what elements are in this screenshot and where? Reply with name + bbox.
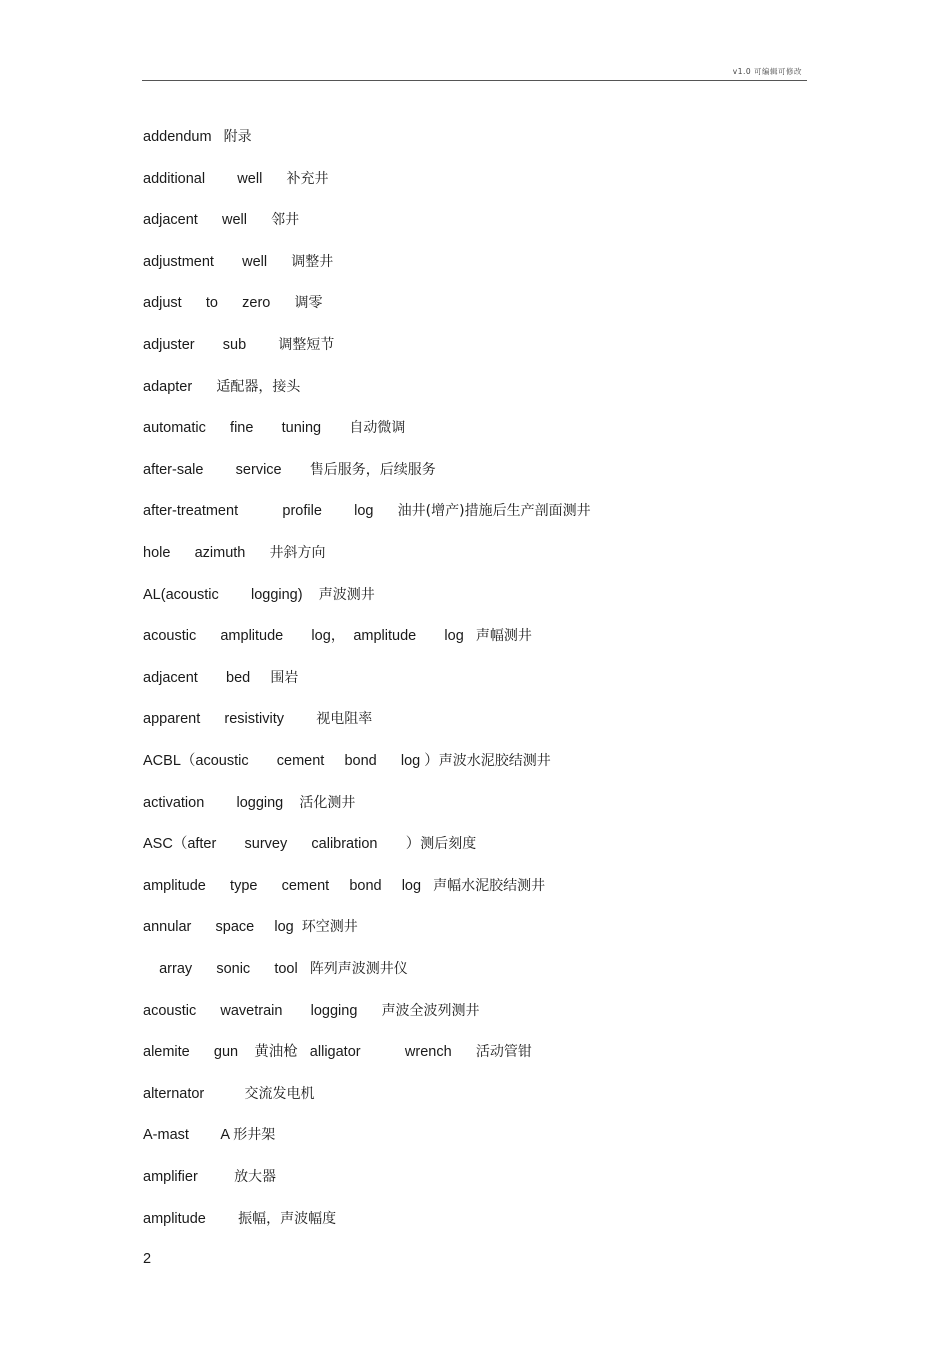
glossary-entry	[143, 253, 333, 271]
term-chinese: 活动管钳	[475, 1044, 532, 1061]
term-english: alternator	[143, 1085, 245, 1102]
glossary-entry	[143, 544, 326, 562]
term-chinese: 活化测井	[299, 794, 356, 811]
glossary-entry	[143, 128, 252, 146]
glossary-entry	[143, 918, 358, 936]
term-english: adjuster sub	[143, 337, 279, 353]
term-english: additional well	[143, 170, 287, 187]
term-chinese: 放大器	[234, 1169, 277, 1185]
glossary-entry	[143, 461, 436, 479]
glossary-entry	[143, 419, 405, 437]
term-chinese: 调整短节	[278, 337, 335, 353]
term-english: amplitude type cement bond log	[143, 877, 434, 894]
term-english: hole azimuth	[143, 545, 270, 561]
term-english: ACBL（acoustic cement bond log ）	[143, 753, 439, 769]
glossary-entry	[143, 502, 591, 520]
term-chinese: 交流发电机	[244, 1085, 315, 1102]
glossary-entry	[143, 1126, 275, 1144]
term-english: AL(acoustic logging)	[143, 586, 319, 603]
page-number: 2	[143, 1251, 152, 1267]
term-chinese: 振幅，声波幅度	[238, 1210, 337, 1227]
glossary-entry	[143, 794, 355, 812]
glossary-entries	[143, 0, 807, 1250]
term-chinese: 形井架	[233, 1127, 276, 1144]
term-english: ASC（after survey calibration ）	[143, 836, 421, 853]
term-chinese: 视电阻率	[316, 711, 373, 728]
term-chinese: 声幅水泥胶结测井	[433, 877, 546, 894]
glossary-entry	[143, 1168, 276, 1186]
term-english: adjust to zero	[143, 295, 295, 312]
glossary-entry	[143, 170, 328, 188]
term-english: acoustic wavetrain logging	[143, 1002, 382, 1019]
term-english: amplitude	[143, 1210, 239, 1227]
term-chinese: 测后刻度	[420, 836, 477, 853]
term-chinese: 声幅测井	[475, 628, 532, 645]
term-english: acoustic amplitude log， amplitude log	[143, 628, 476, 645]
term-english: automatic fine tuning	[143, 420, 350, 437]
glossary-entry	[143, 877, 545, 895]
term-chinese: 调零	[294, 295, 323, 312]
term-chinese: 适配器，接头	[216, 378, 301, 395]
term-chinese: 环空测井	[301, 919, 358, 936]
glossary-entry	[143, 1002, 480, 1020]
glossary-entry	[143, 586, 375, 604]
glossary-entry	[143, 211, 299, 229]
term-english: adapter	[143, 378, 217, 395]
term-chinese: 阵列声波测井仪	[309, 961, 408, 977]
term-english: adjacent bed	[143, 669, 271, 686]
term-english: annular space log	[143, 919, 302, 936]
term-english: A-mast A	[143, 1127, 234, 1144]
glossary-entry	[143, 1210, 336, 1228]
glossary-entry	[143, 710, 372, 728]
term-chinese: 售后服务，后续服务	[309, 461, 436, 478]
term-chinese: 邻井	[271, 212, 300, 229]
glossary-entry	[143, 1085, 315, 1103]
glossary-entry	[143, 378, 300, 396]
header-note: v1.0 可编辑可修改	[732, 67, 802, 76]
term-english: array sonic tool	[143, 961, 310, 977]
term-chinese: 井斜方向	[269, 545, 326, 561]
term-chinese: 调整井	[291, 253, 334, 270]
glossary-entry	[143, 669, 298, 687]
term-chinese: 声波全波列测井	[381, 1002, 480, 1019]
term-chinese: 油井(增产)措施后生产剖面测井	[397, 503, 591, 520]
term-chinese: 自动微调	[349, 420, 406, 437]
glossary-entry	[143, 1043, 532, 1061]
term-english: adjacent well	[143, 212, 272, 229]
glossary-entry	[143, 294, 323, 312]
term-english: after-treatment profile log	[143, 503, 398, 520]
term-english: after-sale service	[143, 461, 310, 478]
term-english: alemite gun 黄油枪 alligator wrench	[143, 1044, 476, 1061]
term-english: apparent resistivity	[143, 711, 317, 728]
term-chinese: 附录	[223, 129, 252, 145]
term-chinese: 补充井	[286, 170, 329, 187]
glossary-entry	[143, 960, 408, 978]
glossary-entry	[143, 336, 334, 354]
term-english: addendum	[143, 129, 224, 145]
glossary-entry	[143, 835, 476, 853]
glossary-entry	[143, 627, 532, 645]
term-english: adjustment well	[143, 253, 292, 270]
glossary-entry	[143, 752, 551, 770]
term-chinese: 声波测井	[318, 586, 375, 603]
term-chinese: 围岩	[270, 669, 299, 686]
term-english: amplifier	[143, 1169, 235, 1185]
term-chinese: 声波水泥胶结测井	[438, 753, 551, 769]
term-english: activation logging	[143, 794, 300, 811]
